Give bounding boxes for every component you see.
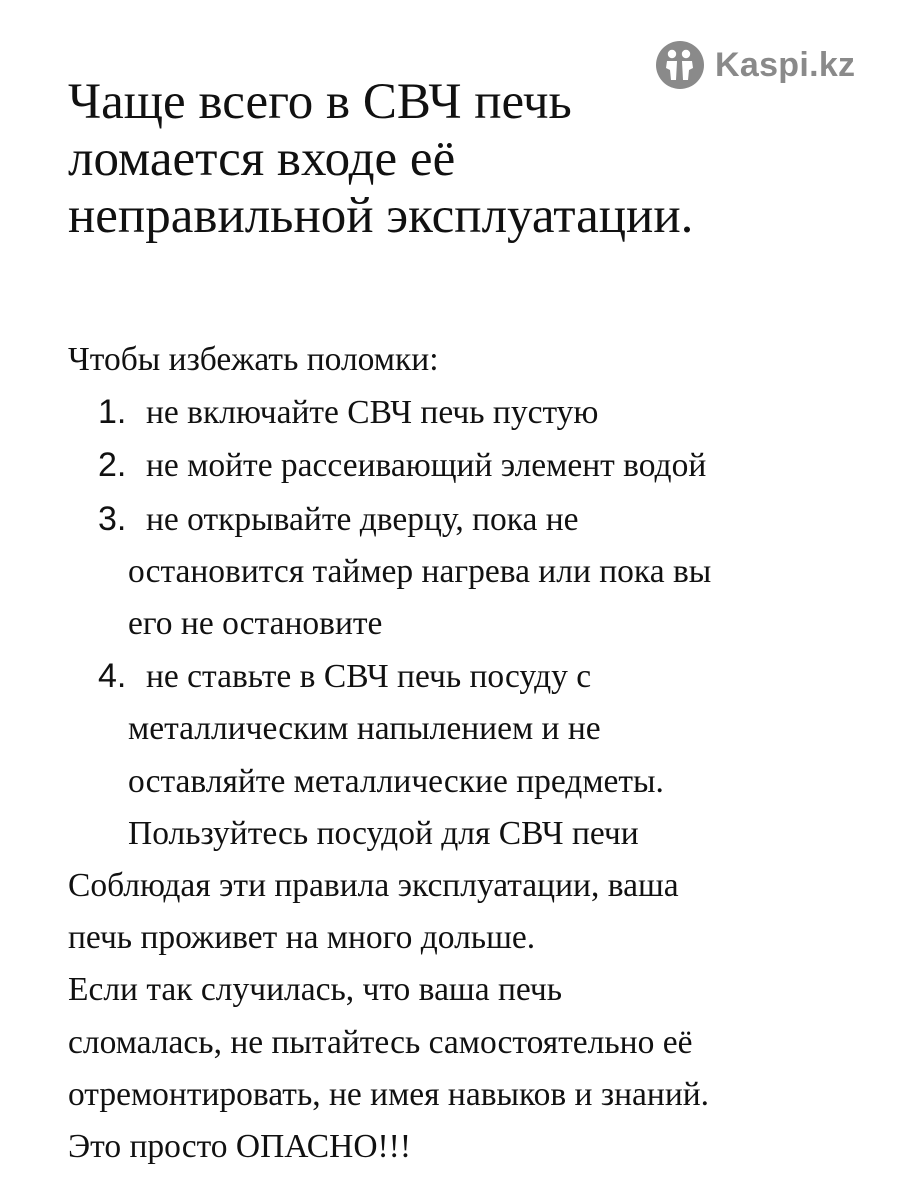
list-number: 3. bbox=[98, 499, 127, 538]
closing-text: Соблюдая эти правила эксплуатации, ваша bbox=[68, 867, 679, 905]
list-number: 1. bbox=[98, 393, 127, 432]
list-text: не открывайте дверцу, пока не bbox=[146, 500, 579, 538]
list-text: Пользуйтесь посудой для СВЧ печи bbox=[128, 814, 639, 852]
list-text: металлическим напылением и не bbox=[128, 710, 601, 748]
intro-text: Чтобы избежать поломки: bbox=[68, 341, 439, 378]
closing-text: печь проживет на много дольше. bbox=[68, 919, 536, 957]
title-line: неправильной эксплуатации. bbox=[68, 188, 694, 244]
title-line: ломается входе её bbox=[68, 131, 456, 187]
rules-list bbox=[68, 386, 868, 860]
list-item bbox=[68, 386, 868, 439]
list-item bbox=[68, 493, 868, 651]
list-text: не мойте рассеивающий элемент водой bbox=[146, 447, 707, 485]
instructions-body bbox=[68, 334, 868, 1173]
title-line: Чаще всего в СВЧ печь bbox=[68, 74, 572, 130]
warning-text: Это просто ОПАСНО!!! bbox=[68, 1128, 411, 1166]
closing-text: отремонтировать, не имея навыков и знаний. bbox=[68, 1075, 710, 1113]
kaspi-brand-text: Kaspi.kz bbox=[715, 45, 856, 84]
list-number: 4. bbox=[98, 657, 127, 696]
closing-paragraph bbox=[68, 860, 868, 1173]
list-text: не включайте СВЧ печь пустую bbox=[146, 394, 599, 432]
closing-text: Если так случилась, что ваша печь bbox=[68, 971, 563, 1009]
page-title bbox=[68, 74, 788, 245]
list-text: не ставьте в СВЧ печь посуду с bbox=[146, 658, 592, 696]
list-text: оставляйте металлические предметы. bbox=[128, 762, 664, 800]
list-item bbox=[68, 650, 868, 860]
list-text: его не остановите bbox=[128, 605, 383, 643]
list-item bbox=[68, 439, 868, 492]
list-number: 2. bbox=[98, 446, 127, 485]
closing-text: сломалась, не пытайтесь самостоятельно её bbox=[68, 1023, 693, 1061]
list-text: остановится таймер нагрева или пока вы bbox=[128, 552, 712, 590]
